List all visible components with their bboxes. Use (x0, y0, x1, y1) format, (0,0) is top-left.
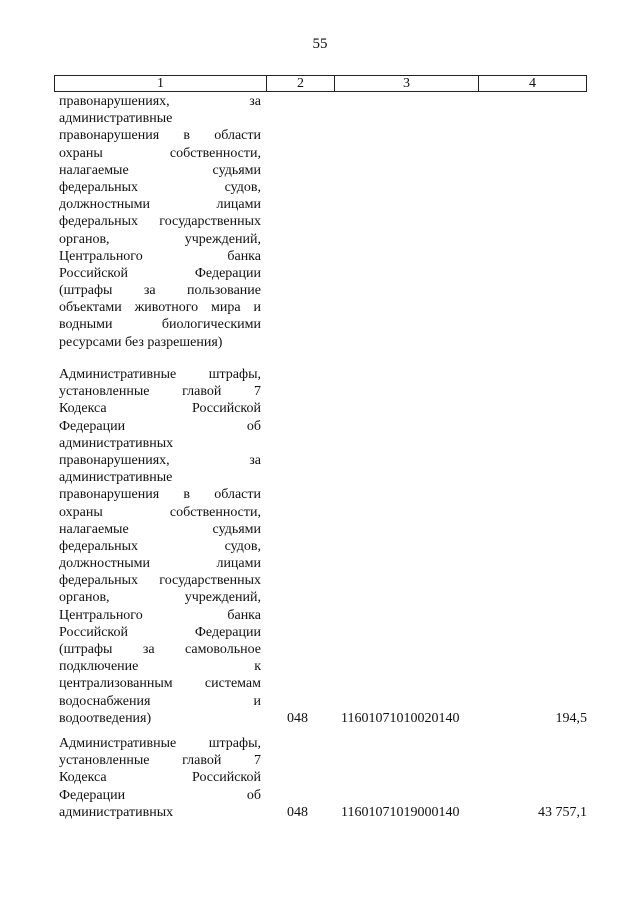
description-line: объектами животного мира и (59, 300, 261, 316)
description-line: (штрафы за самовольное (59, 642, 261, 657)
description-line: Кодекса Российской (59, 770, 261, 786)
description-line: Административные штрафы, (59, 367, 261, 382)
description-line: установленные главой 7 (59, 384, 261, 400)
description-line: Российской Федерации (59, 265, 261, 281)
description-line: административных (59, 435, 174, 451)
description-line: Административные штрафы, (59, 736, 261, 751)
description-line: административных (59, 804, 174, 820)
description-line: охраны собственности, (59, 504, 261, 520)
description-line: Центрального банка (59, 248, 261, 264)
description-line: подключение к (59, 659, 261, 675)
description-line: федеральных государственных (59, 214, 261, 230)
description-line: федеральных судов, (59, 538, 261, 554)
header-col-3: 3 (335, 76, 479, 92)
description-line: водоотведения) (59, 710, 152, 726)
description-line: ресурсами без разрешения) (59, 334, 223, 350)
row-description (59, 366, 261, 727)
header-col-4: 4 (479, 76, 587, 92)
description-line: Центрального банка (59, 607, 261, 623)
description-line: Кодекса Российской (59, 401, 261, 417)
header-col-1: 1 (55, 76, 267, 92)
page-number: 55 (312, 36, 328, 52)
description-line: федеральных государственных (59, 573, 261, 589)
row-code: 048 (287, 711, 308, 726)
description-line: органов, учреждений, (59, 590, 261, 606)
description-line: правонарушения в области (59, 128, 261, 144)
description-line: водоснабжения и (59, 693, 261, 709)
description-line: водными биологическими (59, 317, 261, 333)
row-amount: 43 757,1 (538, 805, 587, 820)
description-line: органов, учреждений, (59, 231, 261, 247)
description-line: административные (59, 111, 173, 127)
description-line: Российской Федерации (59, 624, 261, 640)
description-line: централизованным системам (59, 676, 261, 692)
row-kbk: 11601071010020140 (341, 711, 460, 726)
row-description (59, 93, 261, 351)
description-line: правонарушения в области (59, 487, 261, 503)
description-line: правонарушениях, за (59, 452, 261, 468)
description-line: Федерации об (59, 787, 261, 803)
row-description (59, 735, 261, 821)
description-line: налагаемые судьями (59, 162, 261, 178)
description-line: Федерации об (59, 418, 261, 434)
description-line: установленные главой 7 (59, 753, 261, 769)
row-kbk: 11601071019000140 (341, 805, 460, 820)
description-line: должностными лицами (59, 556, 261, 572)
description-line: правонарушениях, за (59, 94, 261, 109)
description-line: административные (59, 470, 173, 486)
row-amount: 194,5 (555, 711, 587, 726)
description-line: федеральных судов, (59, 179, 261, 195)
header-col-2: 2 (267, 76, 335, 92)
description-line: должностными лицами (59, 197, 261, 213)
description-line: (штрафы за пользование (59, 283, 261, 299)
row-code: 048 (287, 805, 308, 820)
description-line: налагаемые судьями (59, 521, 261, 537)
description-line: охраны собственности, (59, 145, 261, 161)
table-header (54, 75, 587, 92)
